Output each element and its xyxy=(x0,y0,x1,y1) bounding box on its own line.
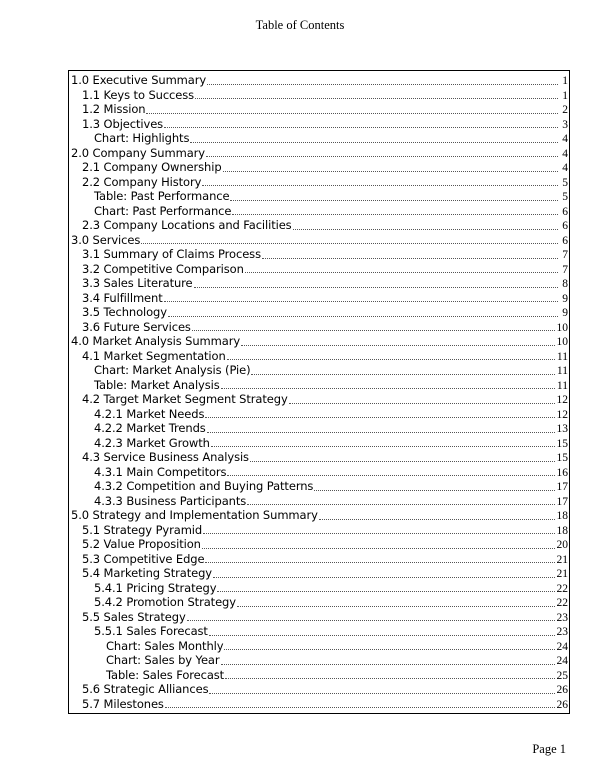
toc-dot-leader xyxy=(230,199,558,201)
toc-entry[interactable] xyxy=(69,566,569,581)
toc-dot-leader xyxy=(293,228,558,230)
toc-dot-leader xyxy=(221,663,555,665)
toc-dot-leader xyxy=(221,387,555,389)
toc-dot-leader xyxy=(224,648,554,650)
toc-entry[interactable] xyxy=(69,117,569,132)
toc-dot-leader xyxy=(165,706,555,708)
toc-entry-label: 5.4 Marketing Strategy xyxy=(82,566,212,580)
toc-entry-label: 5.5 Sales Strategy xyxy=(82,609,186,624)
toc-entry[interactable] xyxy=(69,204,569,219)
toc-entry-label: 5.0 Strategy and Implementation Summary xyxy=(71,508,318,522)
toc-entry-page: 20 xyxy=(556,539,568,551)
toc-entry-page: 18 xyxy=(556,510,568,522)
toc-entry-page: 6 xyxy=(562,234,568,247)
toc-dot-leader xyxy=(209,634,555,636)
toc-entry-label: 2.2 Company History xyxy=(82,174,202,189)
toc-dot-leader xyxy=(192,329,555,331)
toc-entry[interactable] xyxy=(69,247,569,262)
toc-entry-page: 1 xyxy=(562,89,568,102)
toc-entry[interactable] xyxy=(69,276,569,291)
toc-entry-page: 9 xyxy=(562,292,568,305)
toc-entry-page: 17 xyxy=(556,481,568,493)
toc-dot-leader xyxy=(245,271,558,273)
toc-entry-page: 11 xyxy=(556,365,568,377)
toc-entry-label: 4.1 Market Segmentation xyxy=(82,348,226,363)
toc-dot-leader xyxy=(190,141,558,143)
toc-entry-label: 1.1 Keys to Success xyxy=(82,87,195,102)
toc-entry-page: 23 xyxy=(556,626,568,638)
toc-dot-leader xyxy=(146,112,558,114)
toc-entry-label: 4.2.1 Market Needs xyxy=(94,406,205,421)
toc-entry-label: 2.3 Company Locations and Facilities xyxy=(82,218,292,232)
toc-entry-page: 4 xyxy=(562,162,568,174)
toc-entry-page: 22 xyxy=(556,582,568,595)
toc-entry[interactable] xyxy=(69,320,569,335)
toc-entry-page: 25 xyxy=(556,669,568,682)
toc-entry[interactable] xyxy=(69,581,569,596)
toc-entry-page: 11 xyxy=(556,379,568,392)
toc-entry-label: 1.3 Objectives xyxy=(82,116,164,131)
toc-entry[interactable] xyxy=(69,523,569,538)
toc-entry[interactable] xyxy=(69,392,569,407)
toc-entry[interactable] xyxy=(69,102,569,117)
toc-entry-page: 3 xyxy=(562,118,568,131)
toc-entry-label: 5.3 Competitive Edge xyxy=(82,551,205,566)
toc-dot-leader xyxy=(314,489,554,491)
toc-entry-label: 5.4.1 Pricing Strategy xyxy=(94,580,217,595)
toc-entry-page: 23 xyxy=(556,611,568,624)
toc-entry[interactable] xyxy=(69,131,569,146)
toc-entry[interactable] xyxy=(69,595,569,610)
toc-entry[interactable] xyxy=(69,291,569,306)
toc-entry-page: 21 xyxy=(556,568,568,580)
toc-entry-label: 4.2.3 Market Growth xyxy=(94,435,210,450)
toc-dot-leader xyxy=(223,170,558,172)
toc-entry-page: 15 xyxy=(556,437,568,450)
toc-entry-page: 6 xyxy=(562,205,568,218)
toc-entry-page: 16 xyxy=(556,466,568,479)
toc-entry-page: 6 xyxy=(562,220,568,232)
toc-dot-leader xyxy=(205,561,554,563)
toc-entry-label: 4.3.1 Main Competitors xyxy=(94,464,227,479)
toc-entry-label: 5.2 Value Proposition xyxy=(82,537,201,551)
toc-entry-label: Chart: Sales Monthly xyxy=(106,638,224,653)
toc-entry-page: 2 xyxy=(562,104,568,116)
page-number: Page 1 xyxy=(532,742,566,756)
toc-entry-label: Chart: Past Performance xyxy=(94,203,232,218)
toc-entry-page: 18 xyxy=(556,524,568,537)
toc-dot-leader xyxy=(206,155,558,157)
toc-entry-label: 3.4 Fulfillment xyxy=(82,290,163,305)
toc-entry-label: 3.5 Technology xyxy=(82,305,167,319)
toc-entry-label: 1.0 Executive Summary xyxy=(71,73,207,87)
toc-entry[interactable] xyxy=(69,407,569,422)
toc-dot-leader xyxy=(247,503,554,505)
toc-dot-leader xyxy=(209,692,554,694)
toc-entry[interactable] xyxy=(69,450,569,465)
toc-entry-label: 1.2 Mission xyxy=(82,102,146,116)
toc-entry-label: 5.1 Strategy Pyramid xyxy=(82,522,203,537)
toc-entry-page: 15 xyxy=(556,452,568,464)
toc-entry[interactable] xyxy=(69,218,569,233)
toc-dot-leader xyxy=(207,83,558,85)
toc-entry[interactable] xyxy=(69,262,569,277)
toc-dot-leader xyxy=(237,605,555,607)
toc-entry-label: 3.6 Future Services xyxy=(82,319,191,334)
toc-entry[interactable] xyxy=(69,421,569,436)
toc-entry[interactable] xyxy=(69,363,569,378)
toc-dot-leader xyxy=(205,416,554,418)
toc-entry-page: 4 xyxy=(562,133,568,145)
toc-entry-label: 3.3 Sales Literature xyxy=(82,276,193,290)
toc-entry-label: 4.0 Market Analysis Summary xyxy=(71,334,241,348)
toc-dot-leader xyxy=(227,358,555,360)
toc-dot-leader xyxy=(207,431,555,433)
toc-entry-page: 12 xyxy=(556,408,568,421)
toc-entry[interactable] xyxy=(69,552,569,567)
toc-entry-label: 3.0 Services xyxy=(71,232,141,247)
toc-entry-page: 7 xyxy=(562,263,568,276)
toc-entry-label: Table: Market Analysis xyxy=(94,377,220,392)
toc-entry[interactable] xyxy=(69,682,569,697)
toc-entry-label: 4.2.2 Market Trends xyxy=(94,421,206,435)
toc-dot-leader xyxy=(164,300,558,302)
toc-entry[interactable] xyxy=(69,537,569,552)
toc-dot-leader xyxy=(251,373,554,375)
toc-dot-leader xyxy=(289,402,555,404)
toc-entry-label: 4.2 Target Market Segment Strategy xyxy=(82,392,288,406)
toc-entry-label: 5.4.2 Promotion Strategy xyxy=(94,595,236,609)
toc-dot-leader xyxy=(187,619,555,621)
toc-entry-page: 26 xyxy=(556,684,568,696)
toc-entry-label: Chart: Highlights xyxy=(94,131,190,145)
toc-dot-leader xyxy=(213,576,555,578)
toc-entry[interactable] xyxy=(69,175,569,190)
toc-entry-label: 5.6 Strategic Alliances xyxy=(82,682,209,696)
toc-entry-page: 22 xyxy=(556,597,568,609)
toc-entry[interactable] xyxy=(69,436,569,451)
toc-dot-leader xyxy=(164,126,558,128)
toc-dot-leader xyxy=(211,445,555,447)
toc-entry-page: 21 xyxy=(556,553,568,566)
table-of-contents xyxy=(68,70,570,714)
toc-entry[interactable] xyxy=(69,146,569,161)
toc-entry[interactable] xyxy=(69,668,569,683)
toc-entry[interactable] xyxy=(69,653,569,668)
toc-entry-label: 3.2 Competitive Comparison xyxy=(82,261,244,276)
toc-entry-label: Chart: Market Analysis (Pie) xyxy=(94,363,251,377)
toc-entry-page: 12 xyxy=(556,394,568,406)
toc-entry-page: 24 xyxy=(556,640,568,653)
toc-entry[interactable] xyxy=(69,349,569,364)
toc-dot-leader xyxy=(262,257,558,259)
toc-dot-leader xyxy=(194,286,558,288)
toc-entry-page: 7 xyxy=(562,249,568,261)
toc-entry[interactable] xyxy=(69,305,569,320)
toc-dot-leader xyxy=(217,590,554,592)
toc-entry-label: Chart: Sales by Year xyxy=(106,653,220,667)
toc-entry-label: Table: Past Performance xyxy=(94,189,230,203)
toc-entry-label: 4.3.3 Business Participants xyxy=(94,493,247,508)
toc-entry[interactable] xyxy=(69,465,569,480)
toc-entry-page: 26 xyxy=(556,698,568,711)
toc-entry-label: 4.3.2 Competition and Buying Patterns xyxy=(94,479,314,493)
toc-dot-leader xyxy=(250,460,555,462)
toc-dot-leader xyxy=(168,315,558,317)
toc-entry-page: 9 xyxy=(562,307,568,319)
toc-entry[interactable] xyxy=(69,88,569,103)
toc-entry-page: 13 xyxy=(556,423,568,435)
toc-dot-leader xyxy=(195,97,558,99)
toc-entry-label: 4.3 Service Business Analysis xyxy=(82,450,249,464)
toc-entry[interactable] xyxy=(69,639,569,654)
toc-entry-page: 5 xyxy=(562,176,568,189)
toc-dot-leader xyxy=(141,242,558,244)
toc-entry-label: 5.7 Milestones xyxy=(82,696,164,711)
toc-dot-leader xyxy=(232,213,558,215)
toc-entry-page: 10 xyxy=(556,336,568,348)
toc-entry[interactable] xyxy=(69,378,569,393)
toc-dot-leader xyxy=(202,184,558,186)
toc-entry[interactable] xyxy=(69,624,569,639)
toc-entry[interactable] xyxy=(69,494,569,509)
toc-entry-page: 8 xyxy=(562,278,568,290)
toc-entry[interactable] xyxy=(69,233,569,248)
toc-entry-label: 2.1 Company Ownership xyxy=(82,160,222,174)
toc-dot-leader xyxy=(203,532,554,534)
toc-entry[interactable] xyxy=(69,189,569,204)
toc-entry-label: 2.0 Company Summary xyxy=(71,145,205,160)
toc-dot-leader xyxy=(202,547,555,549)
toc-entry[interactable] xyxy=(69,610,569,625)
toc-entry[interactable] xyxy=(69,697,569,712)
toc-entry-page: 24 xyxy=(556,655,568,667)
toc-entry-page: 11 xyxy=(556,350,568,363)
toc-entry-label: 3.1 Summary of Claims Process xyxy=(82,247,261,261)
toc-entry-page: 17 xyxy=(556,495,568,508)
toc-dot-leader xyxy=(241,344,554,346)
toc-dot-leader xyxy=(227,474,554,476)
toc-entry-page: 1 xyxy=(562,75,568,87)
toc-entry[interactable] xyxy=(69,508,569,523)
toc-entry-page: 5 xyxy=(562,191,568,203)
toc-entry[interactable] xyxy=(69,73,569,88)
toc-dot-leader xyxy=(319,518,555,520)
toc-entry-page: 4 xyxy=(562,147,568,160)
toc-entry[interactable] xyxy=(69,479,569,494)
page-title: Table of Contents xyxy=(255,18,345,32)
toc-dot-leader xyxy=(225,677,554,679)
toc-entry-label: Table: Sales Forecast xyxy=(106,667,225,682)
toc-entry[interactable] xyxy=(69,160,569,175)
toc-entry-page: 10 xyxy=(556,321,568,334)
toc-entry-label: 5.5.1 Sales Forecast xyxy=(94,624,208,638)
toc-entry[interactable] xyxy=(69,334,569,349)
